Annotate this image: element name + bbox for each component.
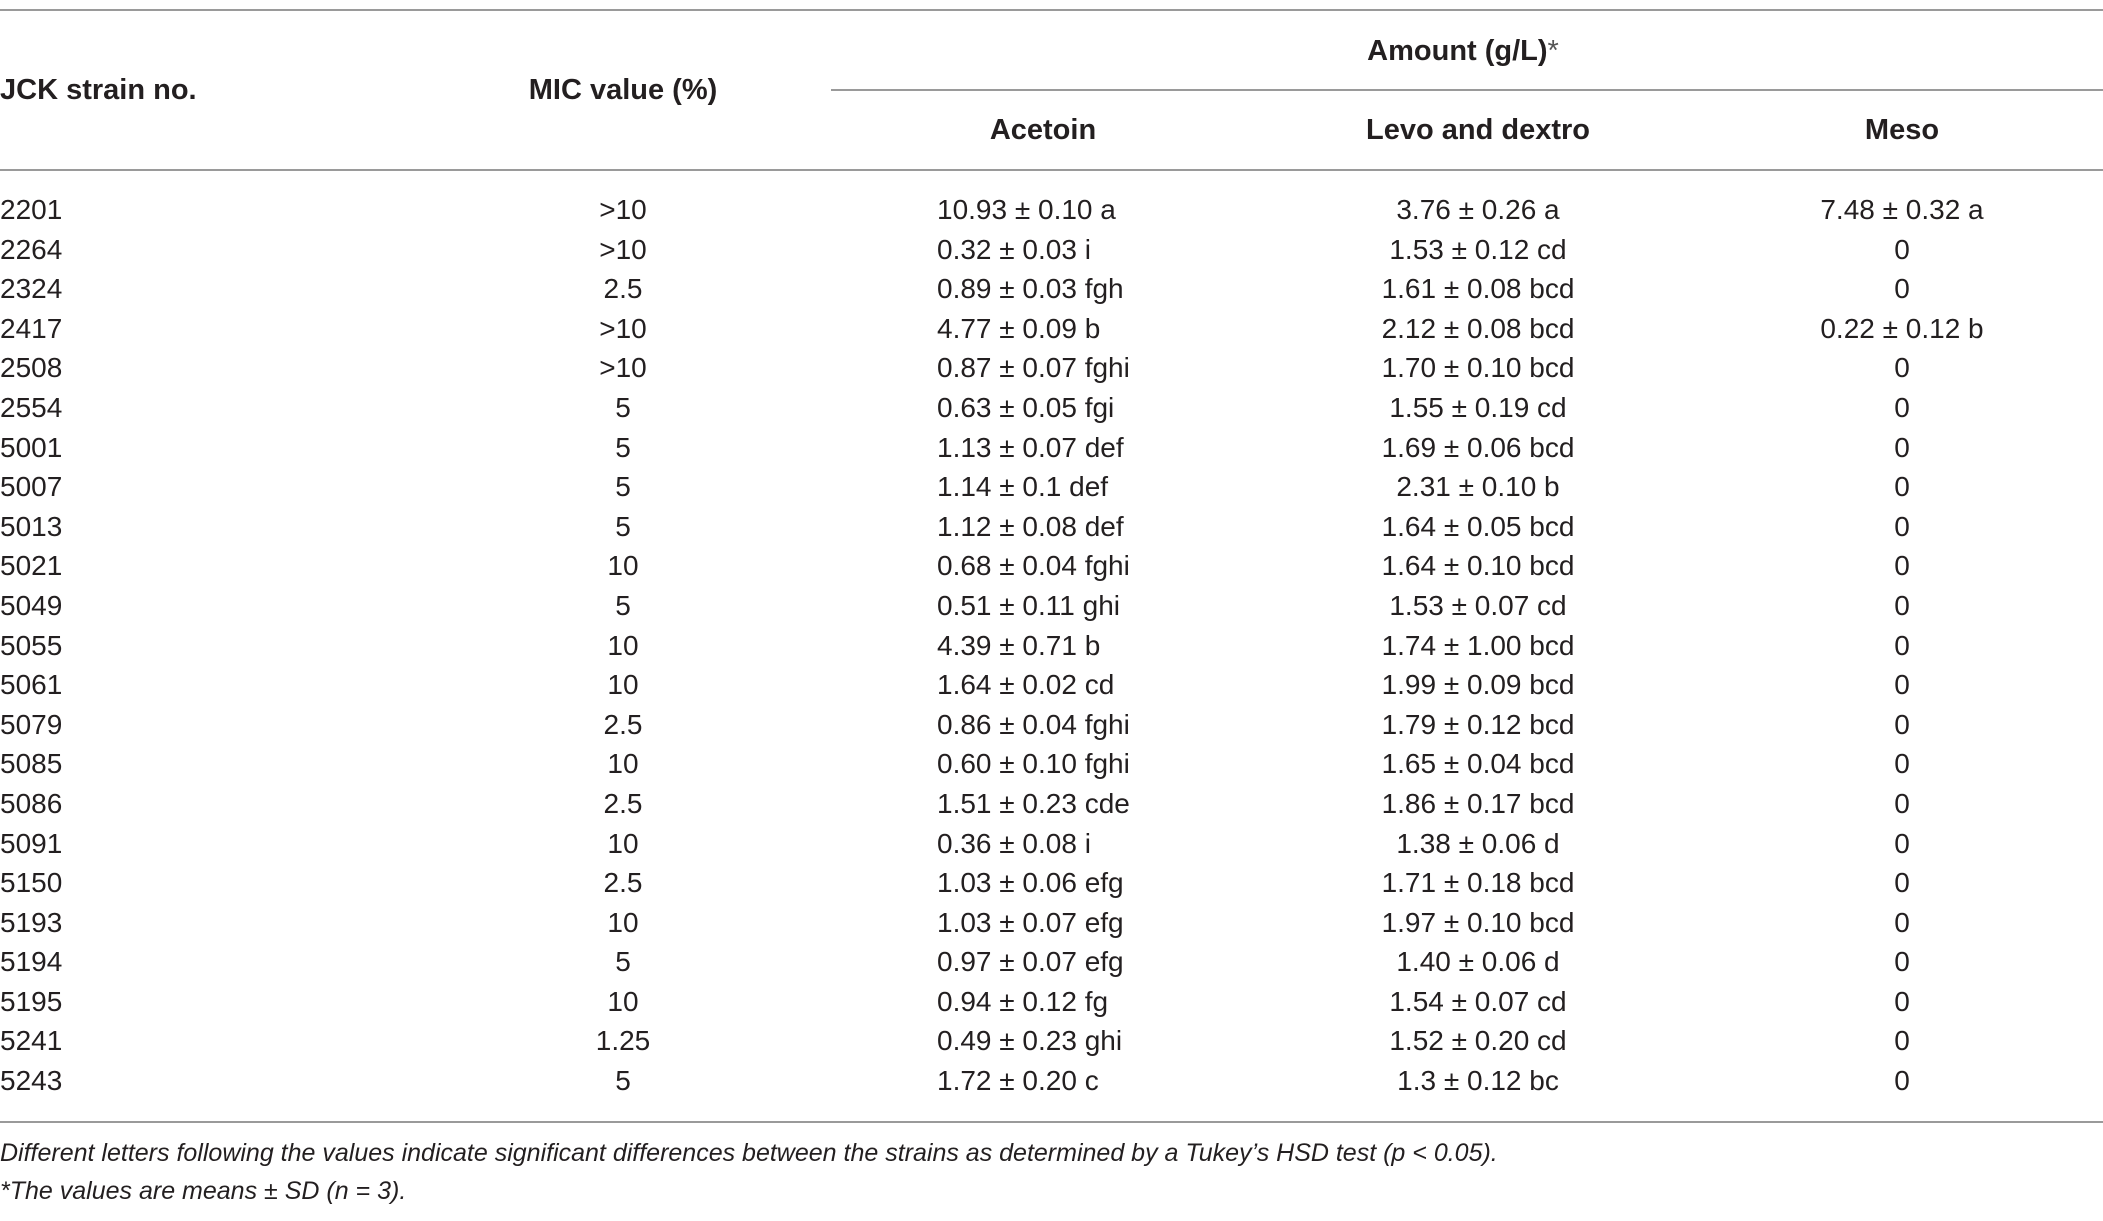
cell-strain: 5241 bbox=[0, 1025, 63, 1057]
cell-mic: 5 bbox=[615, 589, 631, 621]
cell-strain: 5001 bbox=[0, 431, 63, 463]
cell-mic: 5 bbox=[615, 471, 631, 503]
cell-meso: 0 bbox=[1894, 273, 1910, 305]
cell-mic: 10 bbox=[607, 550, 639, 582]
cell-strain: 5243 bbox=[0, 1065, 63, 1097]
header-acetoin: Acetoin bbox=[989, 114, 1097, 146]
table-row bbox=[0, 388, 2103, 428]
table-row bbox=[0, 942, 2103, 982]
cell-levo-dextro: 1.38 ± 0.06 d bbox=[1396, 827, 1560, 859]
cell-acetoin: 0.87 ± 0.07 fghi bbox=[937, 352, 1130, 384]
cell-acetoin: 1.64 ± 0.02 cd bbox=[937, 669, 1115, 701]
cell-mic: 5 bbox=[615, 946, 631, 978]
table-row bbox=[0, 784, 2103, 824]
cell-acetoin: 10.93 ± 0.10 a bbox=[937, 194, 1116, 225]
header-mic: MIC value (%) bbox=[528, 74, 718, 106]
header-meso: Meso bbox=[1864, 114, 1940, 146]
cell-mic: 10 bbox=[607, 985, 639, 1017]
cell-meso: 0 bbox=[1894, 827, 1910, 859]
bottom-rule bbox=[0, 1121, 2103, 1123]
cell-acetoin: 4.39 ± 0.71 b bbox=[937, 629, 1101, 661]
header-levo-dextro: Levo and dextro bbox=[1366, 114, 1590, 146]
cell-levo-dextro: 2.31 ± 0.10 b bbox=[1396, 471, 1560, 503]
cell-meso: 0 bbox=[1894, 233, 1910, 265]
cell-acetoin: 0.51 ± 0.11 ghi bbox=[937, 589, 1120, 621]
cell-meso: 0 bbox=[1894, 669, 1910, 701]
table-row bbox=[0, 626, 2103, 666]
cell-strain: 2554 bbox=[0, 391, 63, 423]
footnote-means: *The values are means ± SD (n = 3). bbox=[0, 1177, 407, 1205]
cell-meso: 0 bbox=[1894, 550, 1910, 582]
cell-acetoin: 1.03 ± 0.06 efg bbox=[937, 867, 1124, 899]
cell-acetoin: 0.36 ± 0.08 i bbox=[937, 827, 1091, 859]
cell-meso: 0 bbox=[1894, 1065, 1910, 1097]
cell-strain: 2264 bbox=[0, 233, 63, 265]
table-row bbox=[0, 309, 2103, 349]
cell-strain: 5049 bbox=[0, 589, 63, 621]
cell-mic: 2.5 bbox=[603, 867, 643, 899]
cell-levo-dextro: 1.52 ± 0.20 cd bbox=[1389, 1025, 1567, 1057]
cell-mic: >10 bbox=[599, 233, 647, 265]
cell-mic: 10 bbox=[607, 748, 639, 780]
cell-strain: 5194 bbox=[0, 946, 63, 978]
cell-meso: 0 bbox=[1894, 748, 1910, 780]
cell-acetoin: 1.51 ± 0.23 cde bbox=[937, 787, 1130, 819]
cell-meso: 0 bbox=[1894, 471, 1910, 503]
cell-strain: 2417 bbox=[0, 312, 63, 344]
cell-mic: >10 bbox=[599, 194, 647, 225]
cell-levo-dextro: 1.64 ± 0.05 bcd bbox=[1381, 510, 1575, 542]
table-row bbox=[0, 982, 2103, 1022]
cell-meso: 0 bbox=[1894, 431, 1910, 463]
cell-meso: 0 bbox=[1894, 906, 1910, 938]
table-row bbox=[0, 190, 2103, 230]
table-row bbox=[0, 863, 2103, 903]
cell-meso: 0 bbox=[1894, 629, 1910, 661]
cell-mic: 2.5 bbox=[603, 708, 643, 740]
cell-acetoin: 0.89 ± 0.03 fgh bbox=[937, 273, 1124, 305]
cell-mic: 10 bbox=[607, 669, 639, 701]
cell-acetoin: 0.60 ± 0.10 fghi bbox=[937, 748, 1130, 780]
header-strain: JCK strain no. bbox=[0, 74, 197, 106]
cell-levo-dextro: 1.97 ± 0.10 bcd bbox=[1381, 906, 1575, 938]
table-row bbox=[0, 507, 2103, 547]
cell-acetoin: 0.63 ± 0.05 fgi bbox=[937, 391, 1115, 423]
cell-acetoin: 0.94 ± 0.12 fg bbox=[937, 985, 1109, 1017]
cell-mic: 5 bbox=[615, 510, 631, 542]
cell-strain: 2508 bbox=[0, 352, 63, 384]
cell-levo-dextro: 1.53 ± 0.12 cd bbox=[1389, 233, 1567, 265]
cell-strain: 5150 bbox=[0, 867, 63, 899]
header-amount-group bbox=[1367, 33, 1559, 69]
table-row bbox=[0, 665, 2103, 705]
cell-levo-dextro: 1.3 ± 0.12 bc bbox=[1397, 1065, 1559, 1097]
cell-acetoin: 0.49 ± 0.23 ghi bbox=[937, 1025, 1123, 1057]
table-row bbox=[0, 586, 2103, 626]
cell-acetoin: 0.97 ± 0.07 efg bbox=[937, 946, 1124, 978]
cell-acetoin: 1.72 ± 0.20 c bbox=[937, 1065, 1099, 1097]
cell-acetoin: 0.32 ± 0.03 i bbox=[937, 233, 1091, 265]
cell-acetoin: 0.86 ± 0.04 fghi bbox=[937, 708, 1130, 740]
table-row bbox=[0, 428, 2103, 468]
table-body bbox=[0, 190, 2103, 1101]
cell-strain: 5091 bbox=[0, 827, 63, 859]
cell-levo-dextro: 1.61 ± 0.08 bcd bbox=[1381, 273, 1575, 305]
cell-acetoin: 1.03 ± 0.07 efg bbox=[937, 906, 1124, 938]
cell-meso: 0 bbox=[1894, 510, 1910, 542]
cell-strain: 2324 bbox=[0, 273, 63, 305]
cell-strain: 5007 bbox=[0, 471, 63, 503]
cell-meso: 0.22 ± 0.12 b bbox=[1820, 312, 1984, 344]
amount-group-rule bbox=[831, 89, 2103, 91]
cell-levo-dextro: 1.74 ± 1.00 bcd bbox=[1381, 629, 1575, 661]
cell-mic: 10 bbox=[607, 629, 639, 661]
cell-mic: 2.5 bbox=[603, 787, 643, 819]
table-row bbox=[0, 824, 2103, 864]
table-row bbox=[0, 348, 2103, 388]
table-row bbox=[0, 546, 2103, 586]
cell-levo-dextro: 1.71 ± 0.18 bcd bbox=[1381, 867, 1575, 899]
cell-acetoin: 1.12 ± 0.08 def bbox=[937, 510, 1124, 542]
cell-levo-dextro: 1.55 ± 0.19 cd bbox=[1389, 391, 1567, 423]
cell-meso: 0 bbox=[1894, 985, 1910, 1017]
table-row bbox=[0, 467, 2103, 507]
cell-levo-dextro: 3.76 ± 0.26 a bbox=[1396, 194, 1560, 225]
cell-meso: 0 bbox=[1894, 708, 1910, 740]
cell-strain: 5086 bbox=[0, 787, 63, 819]
cell-mic: 10 bbox=[607, 827, 639, 859]
cell-mic: 2.5 bbox=[603, 273, 643, 305]
cell-levo-dextro: 1.40 ± 0.06 d bbox=[1396, 946, 1560, 978]
cell-levo-dextro: 1.70 ± 0.10 bcd bbox=[1381, 352, 1575, 384]
cell-mic: 5 bbox=[615, 431, 631, 463]
cell-meso: 0 bbox=[1894, 1025, 1910, 1057]
cell-meso: 0 bbox=[1894, 867, 1910, 899]
cell-acetoin: 0.68 ± 0.04 fghi bbox=[937, 550, 1130, 582]
table-row bbox=[0, 903, 2103, 943]
cell-mic: 5 bbox=[615, 391, 631, 423]
cell-meso: 0 bbox=[1894, 391, 1910, 423]
cell-levo-dextro: 1.69 ± 0.06 bcd bbox=[1381, 431, 1575, 463]
cell-strain: 5085 bbox=[0, 748, 63, 780]
cell-levo-dextro: 1.79 ± 0.12 bcd bbox=[1381, 708, 1575, 740]
cell-mic: >10 bbox=[599, 352, 647, 384]
header-amount-asterisk: * bbox=[1547, 35, 1559, 67]
cell-strain: 5079 bbox=[0, 708, 63, 740]
cell-mic: 10 bbox=[607, 906, 639, 938]
footnote-significance: Different letters following the values indicate significant differences between the strains as determined by a Tukey’s HSD test (p < 0.05). bbox=[0, 1139, 1498, 1167]
table-row bbox=[0, 1021, 2103, 1061]
top-rule bbox=[0, 9, 2103, 11]
cell-levo-dextro: 1.99 ± 0.09 bcd bbox=[1381, 669, 1575, 701]
cell-levo-dextro: 1.65 ± 0.04 bcd bbox=[1381, 748, 1575, 780]
cell-strain: 2201 bbox=[0, 194, 63, 225]
cell-meso: 0 bbox=[1894, 589, 1910, 621]
cell-levo-dextro: 1.54 ± 0.07 cd bbox=[1389, 985, 1567, 1017]
header-bottom-rule bbox=[0, 169, 2103, 171]
cell-strain: 5021 bbox=[0, 550, 63, 582]
cell-strain: 5013 bbox=[0, 510, 63, 542]
cell-meso: 0 bbox=[1894, 352, 1910, 384]
cell-levo-dextro: 2.12 ± 0.08 bcd bbox=[1381, 312, 1575, 344]
cell-meso: 0 bbox=[1894, 787, 1910, 819]
cell-meso: 7.48 ± 0.32 a bbox=[1820, 194, 1984, 225]
cell-levo-dextro: 1.86 ± 0.17 bcd bbox=[1381, 787, 1575, 819]
cell-meso: 0 bbox=[1894, 946, 1910, 978]
cell-levo-dextro: 1.53 ± 0.07 cd bbox=[1389, 589, 1567, 621]
cell-mic: >10 bbox=[599, 312, 647, 344]
table-row bbox=[0, 1061, 2103, 1101]
cell-strain: 5193 bbox=[0, 906, 63, 938]
cell-strain: 5055 bbox=[0, 629, 63, 661]
cell-acetoin: 4.77 ± 0.09 b bbox=[937, 312, 1101, 344]
table-row bbox=[0, 705, 2103, 745]
cell-acetoin: 1.13 ± 0.07 def bbox=[937, 431, 1124, 463]
header-amount-label: Amount (g/L) bbox=[1367, 35, 1548, 67]
cell-strain: 5195 bbox=[0, 985, 63, 1017]
table-row bbox=[0, 744, 2103, 784]
table-row bbox=[0, 230, 2103, 270]
cell-acetoin: 1.14 ± 0.1 def bbox=[937, 471, 1109, 503]
cell-mic: 1.25 bbox=[595, 1025, 651, 1057]
cell-mic: 5 bbox=[615, 1065, 631, 1097]
table-row bbox=[0, 269, 2103, 309]
cell-levo-dextro: 1.64 ± 0.10 bcd bbox=[1381, 550, 1575, 582]
cell-strain: 5061 bbox=[0, 669, 63, 701]
